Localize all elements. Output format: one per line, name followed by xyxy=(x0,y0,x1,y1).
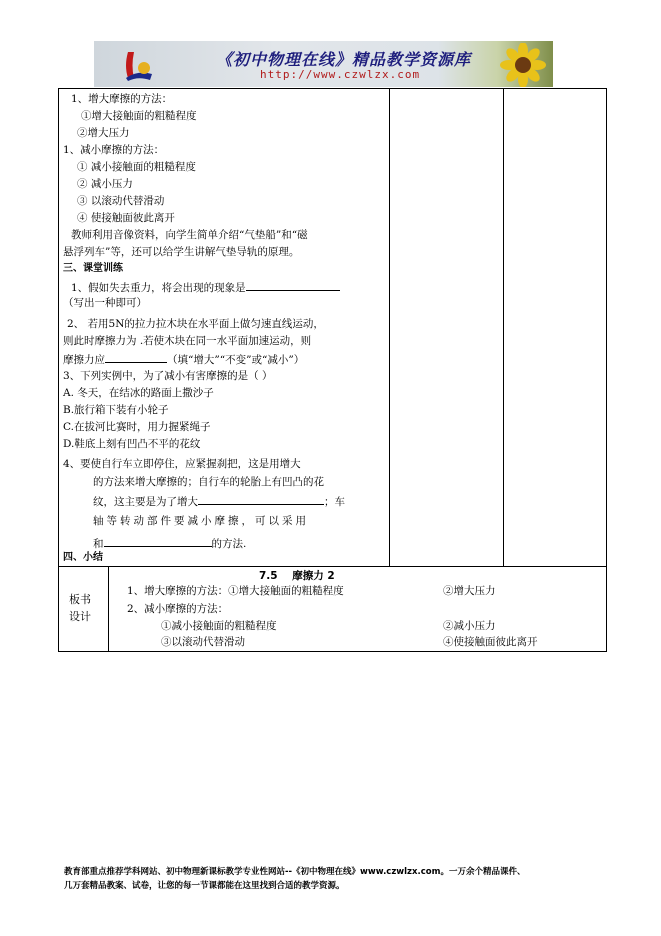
content-line: ② 减小压力 xyxy=(77,178,133,190)
column-divider xyxy=(503,89,504,566)
footer-line: 教育部重点推荐学科网站、初中物理新课标教学专业性网站--《初中物理在线》www.czwlzx.com。一万余个精品课件、 xyxy=(64,867,526,877)
footer xyxy=(64,865,525,893)
content-line: 4、要使自行车立即停住，应紧握刹把，这是用增大 xyxy=(63,458,301,470)
content-line: ① 减小接触面的粗糙程度 xyxy=(77,161,196,173)
board-line: ②减小压力 xyxy=(443,620,496,632)
content-line: 则此时摩擦力为 .若使木块在同一水平面加速运动，则 xyxy=(63,335,312,347)
question-4-text: 纹，这主要是为了增大 xyxy=(93,496,198,508)
board-line: 1、增大摩擦的方法：①增大接触面的粗糙程度 xyxy=(127,585,344,597)
board-title: 7.5 摩擦力 2 xyxy=(259,570,335,582)
content-line: 悬浮列车”等，还可以给学生讲解气垫导轨的原理。 xyxy=(63,246,300,258)
question-4-line xyxy=(93,535,246,551)
content-line: 2、 若用5N的拉力拉木块在水平面上做匀速直线运动， xyxy=(67,318,324,330)
lesson-table xyxy=(58,88,607,652)
content-line: 轴等转动部件要减小摩擦，可以采用 xyxy=(93,515,309,527)
question-4-text: 的方法. xyxy=(211,538,247,550)
banner-title: 《初中物理在线》精品教学资源库 xyxy=(216,50,472,69)
header-banner xyxy=(94,41,553,87)
content-line: 教师利用音像资料，向学生简单介绍“气垫船”和“磁 xyxy=(71,229,308,241)
board-line: ③以滚动代替滑动 xyxy=(161,636,245,648)
sunflower-icon xyxy=(493,43,549,87)
section-heading: 四、小结 xyxy=(63,552,103,563)
content-line: ②增大压力 xyxy=(77,127,130,139)
content-line: 的方法来增大摩擦的；自行车的轮胎上有凹凸的花 xyxy=(93,476,324,488)
option-c: C.在拔河比赛时，用力握紧绳子 xyxy=(63,421,211,433)
board-line: ②增大压力 xyxy=(443,585,496,597)
question-2-line xyxy=(63,351,304,367)
section-heading: 三、课堂训练 xyxy=(63,263,123,274)
question-2-text: 摩擦力应 xyxy=(63,354,105,366)
banner-url[interactable]: http://www.czwlzx.com xyxy=(260,68,421,81)
footer-line: 几万套精品教案、试卷，让您的每一节课都能在这里找到合适的教学资源。 xyxy=(64,881,345,891)
option-d: D.鞋底上刻有凹凸不平的花纹 xyxy=(63,438,201,450)
question-1-text: 1、假如失去重力，将会出现的现象是 xyxy=(71,282,246,294)
column-divider xyxy=(108,566,109,652)
logo-icon xyxy=(122,48,154,82)
content-line: ③ 以滚动代替滑动 xyxy=(77,195,165,207)
question-4-line xyxy=(93,493,345,509)
question-4-text: 和 xyxy=(93,538,104,550)
option-a: A. 冬天，在结冰的路面上撒沙子 xyxy=(63,387,214,399)
board-label: 设计 xyxy=(69,610,91,623)
board-line: ④使接触面彼此离开 xyxy=(443,636,538,648)
board-line: 2、减小摩擦的方法： xyxy=(127,603,229,615)
content-line: 1、减小摩擦的方法： xyxy=(63,144,165,156)
content-line: 3、下列实例中，为了减小有害摩擦的是（ ） xyxy=(63,370,273,382)
answer-blank[interactable] xyxy=(198,493,324,505)
row-divider xyxy=(59,566,606,567)
content-line: （写出一种即可） xyxy=(63,297,147,309)
board-line: ①减小接触面的粗糙程度 xyxy=(161,620,277,632)
question-2-hint: （填“增大”“不变”或“减小”） xyxy=(167,354,305,366)
option-b: B.旅行箱下装有小轮子 xyxy=(63,404,169,416)
column-divider xyxy=(389,89,390,566)
board-label: 板书 xyxy=(69,593,91,606)
answer-blank[interactable] xyxy=(105,351,167,363)
content-line: ①增大接触面的粗糙程度 xyxy=(81,110,197,122)
content-line: ④ 使接触面彼此离开 xyxy=(77,212,175,224)
question-4-text: ；车 xyxy=(324,496,345,508)
answer-blank[interactable] xyxy=(246,279,340,291)
question-1 xyxy=(71,279,340,295)
answer-blank[interactable] xyxy=(104,535,212,547)
content-line: 1、增大摩擦的方法： xyxy=(71,93,173,105)
